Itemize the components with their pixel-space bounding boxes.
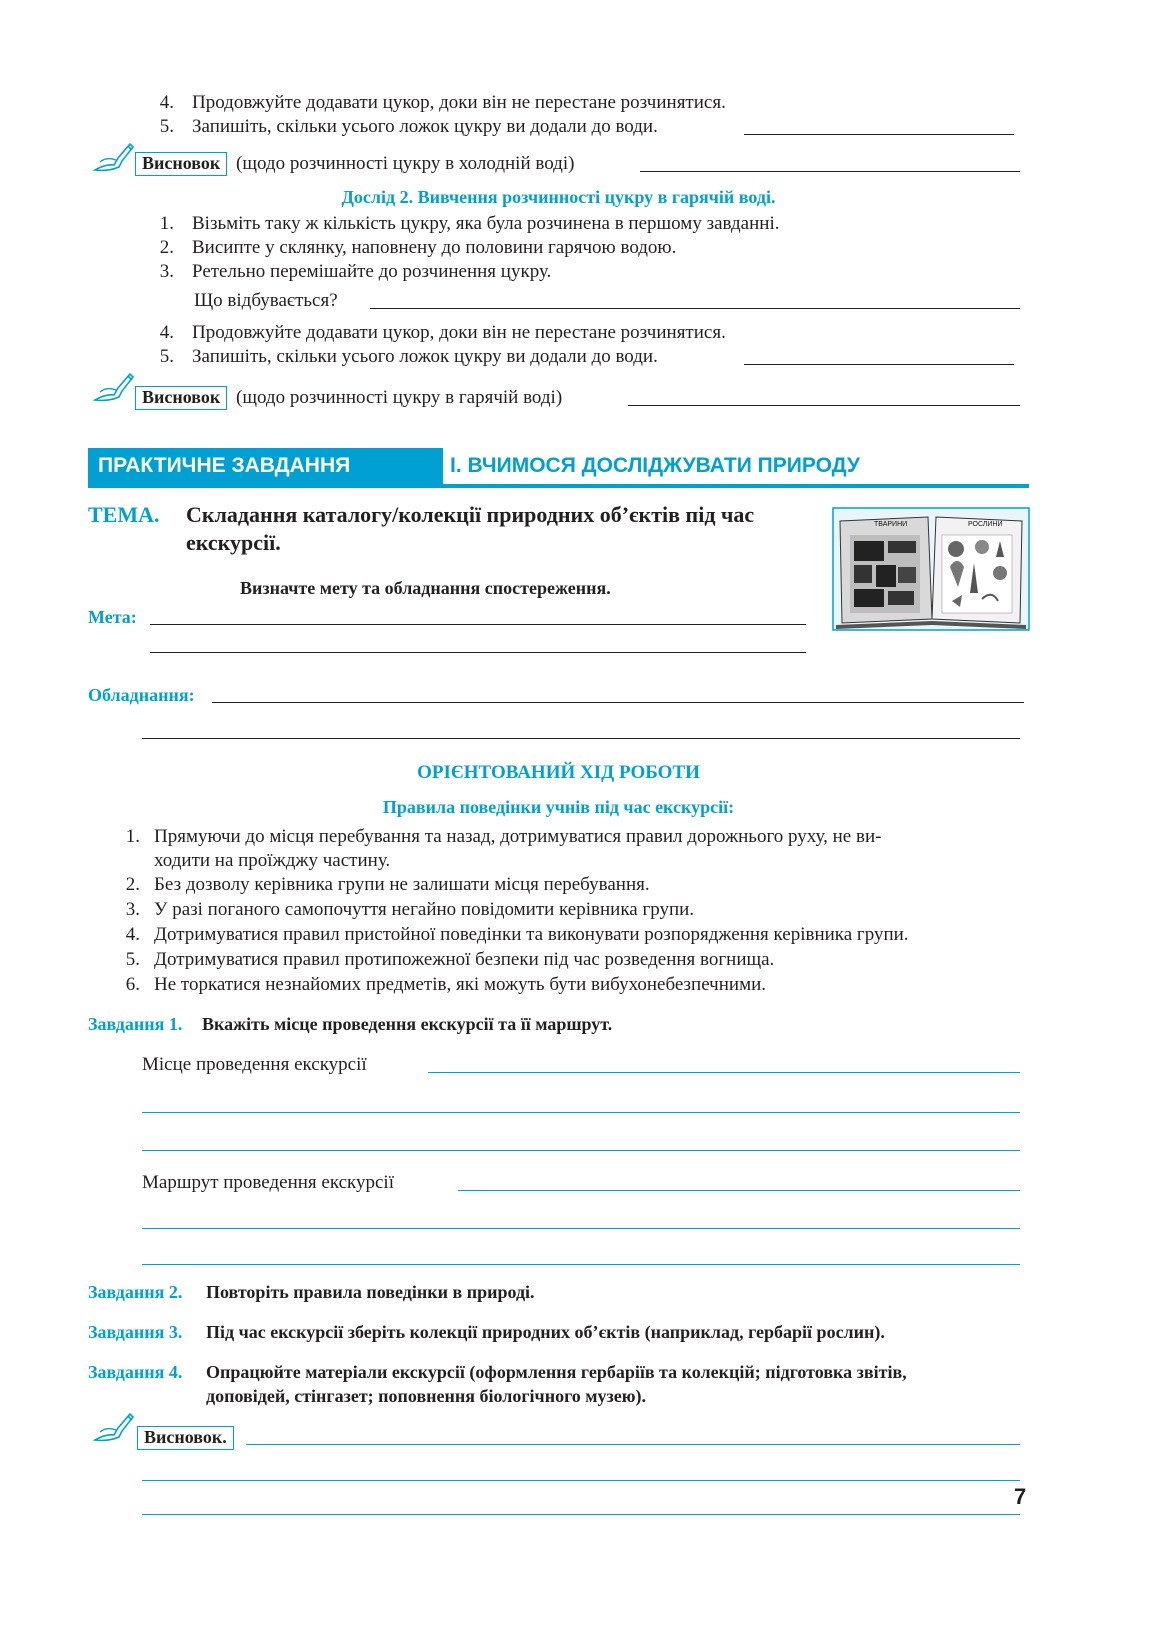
equipment-answer-line-1[interactable] <box>212 702 1024 703</box>
rule-3-text: У разі поганого самопочуття негайно повідомити керівника групи. <box>154 899 695 920</box>
procedure-heading: ОРІЄНТОВАНИЙ ХІД РОБОТИ <box>417 762 700 783</box>
exp2-step-1-text: Візьміть таку ж кількість цукру, яка була розчинена в першому завданні. <box>192 213 780 234</box>
excursion-place-line-3[interactable] <box>142 1150 1020 1151</box>
exp2-step-4-text: Продовжуйте додавати цукор, доки він не перестане розчинятися. <box>192 322 726 343</box>
task-4-text-line-2: доповідей, стінгазет; поповнення біологічного музею). <box>206 1386 647 1406</box>
task-2-label: Завдання 2. <box>88 1282 183 1302</box>
rule-1-text-line-1: Прямуючи до місця перебування та назад, дотримуватися правил дорожнього руху, не ви- <box>154 826 882 847</box>
excursion-place-label: Місце проведення екскурсії <box>142 1054 367 1075</box>
step-4-text: Продовжуйте додавати цукор, доки він не перестане розчинятися. <box>192 92 726 113</box>
task-3-label: Завдання 3. <box>88 1322 183 1342</box>
exp2-step-3-number: 3. <box>159 261 174 282</box>
exp2-step-5-number: 5. <box>159 346 174 367</box>
final-conclusion-line-3[interactable] <box>142 1514 1020 1515</box>
equipment-answer-line-2[interactable] <box>142 738 1020 739</box>
catalog-book-image <box>832 507 1030 631</box>
conclusion-label-3: Висновок. <box>137 1426 234 1450</box>
conclusion-text-1: (щодо розчинності цукру в холодній воді) <box>236 153 575 174</box>
pen-hand-icon <box>92 140 136 174</box>
practical-task-banner <box>88 448 1029 488</box>
rule-6-number: 6. <box>125 974 140 995</box>
banner-label: ПРАКТИЧНЕ ЗАВДАННЯ <box>88 448 443 484</box>
exp2-step-4-number: 4. <box>159 322 174 343</box>
excursion-route-line-2[interactable] <box>142 1228 1020 1229</box>
pen-hand-icon <box>92 1410 136 1444</box>
final-conclusion-line-1[interactable] <box>246 1444 1020 1445</box>
task-4-text-line-1: Опрацюйте матеріали екскурсії (оформлення гербаріїв та колекцій; підготовка звітів, <box>206 1362 907 1382</box>
question-answer-line[interactable] <box>370 308 1020 309</box>
page-number: 7 <box>1014 1484 1027 1509</box>
answer-line[interactable] <box>744 134 1014 135</box>
conclusion-label-1: Висновок <box>135 152 227 176</box>
topic-instruction: Визначте мету та обладнання спостереження. <box>240 578 611 598</box>
task-1-text: Вкажіть місце проведення екскурсії та її маршрут. <box>202 1014 613 1034</box>
answer-line[interactable] <box>744 364 1014 365</box>
rule-1-text-line-2: ходити на проїжджу частину. <box>154 850 391 871</box>
question-label: Що відбувається? <box>194 290 338 311</box>
rule-3-number: 3. <box>125 899 140 920</box>
step-5-number: 5. <box>159 116 174 137</box>
conclusion-answer-line-1[interactable] <box>640 171 1020 172</box>
topic-title-line-1: Складання каталогу/колекції природних об’єктів під час <box>186 502 755 527</box>
goal-label: Мета: <box>88 607 137 627</box>
task-1-label: Завдання 1. <box>88 1014 183 1034</box>
excursion-route-label: Маршрут проведення екскурсії <box>142 1172 394 1193</box>
rule-1-number: 1. <box>125 826 140 847</box>
goal-answer-line-2[interactable] <box>150 652 806 653</box>
task-2-text: Повторіть правила поведінки в природі. <box>206 1282 535 1302</box>
exp2-step-2-number: 2. <box>159 237 174 258</box>
excursion-place-line-1[interactable] <box>428 1072 1020 1073</box>
rule-6-text: Не торкатися незнайомих предметів, які можуть бути вибухонебезпечними. <box>154 974 767 995</box>
rule-5-number: 5. <box>125 949 140 970</box>
final-conclusion-line-2[interactable] <box>142 1480 1020 1481</box>
book-left-page-label: ТВАРИНИ <box>874 521 908 528</box>
conclusion-text-2: (щодо розчинності цукру в гарячій воді) <box>236 387 563 408</box>
conclusion-answer-line-2[interactable] <box>628 405 1020 406</box>
task-3-text: Під час екскурсії зберіть колекції природних об’єктів (наприклад, гербарії рослин). <box>206 1322 885 1342</box>
rule-4-text: Дотримуватися правил пристойної поведінки та виконувати розпорядження керівника групи. <box>154 924 909 945</box>
rule-5-text: Дотримуватися правил протипожежної безпеки під час розведення вогнища. <box>154 949 775 970</box>
rule-4-number: 4. <box>125 924 140 945</box>
excursion-place-line-2[interactable] <box>142 1112 1020 1113</box>
exp2-step-5-text: Запишіть, скільки усього ложок цукру ви додали до води. <box>192 346 658 367</box>
topic-title-line-2: екскурсії. <box>186 530 281 555</box>
excursion-route-line-1[interactable] <box>458 1190 1020 1191</box>
goal-answer-line-1[interactable] <box>150 624 806 625</box>
banner-title: І. ВЧИМОСЯ ДОСЛІДЖУВАТИ ПРИРОДУ <box>450 454 860 477</box>
step-5-text: Запишіть, скільки усього ложок цукру ви додали до води. <box>192 116 658 137</box>
rules-heading: Правила поведінки учнів під час екскурсії: <box>382 797 735 817</box>
exp2-step-3-text: Ретельно перемішайте до розчинення цукру. <box>192 261 552 282</box>
task-4-label: Завдання 4. <box>88 1362 183 1382</box>
step-4-number: 4. <box>159 92 174 113</box>
excursion-route-line-3[interactable] <box>142 1264 1020 1265</box>
topic-label: ТЕМА. <box>88 502 160 527</box>
rule-2-text: Без дозволу керівника групи не залишати місця перебування. <box>154 874 650 895</box>
equipment-label: Обладнання: <box>88 685 195 705</box>
conclusion-label-2: Висновок <box>135 386 227 410</box>
experiment-2-title: Дослід 2. Вивчення розчинності цукру в гарячій воді. <box>341 187 776 207</box>
book-right-page-label: РОСЛИНИ <box>968 521 1003 528</box>
exp2-step-1-number: 1. <box>159 213 174 234</box>
rule-2-number: 2. <box>125 874 140 895</box>
pen-hand-icon <box>92 370 136 404</box>
exp2-step-2-text: Висипте у склянку, наповнену до половини гарячою водою. <box>192 237 677 258</box>
